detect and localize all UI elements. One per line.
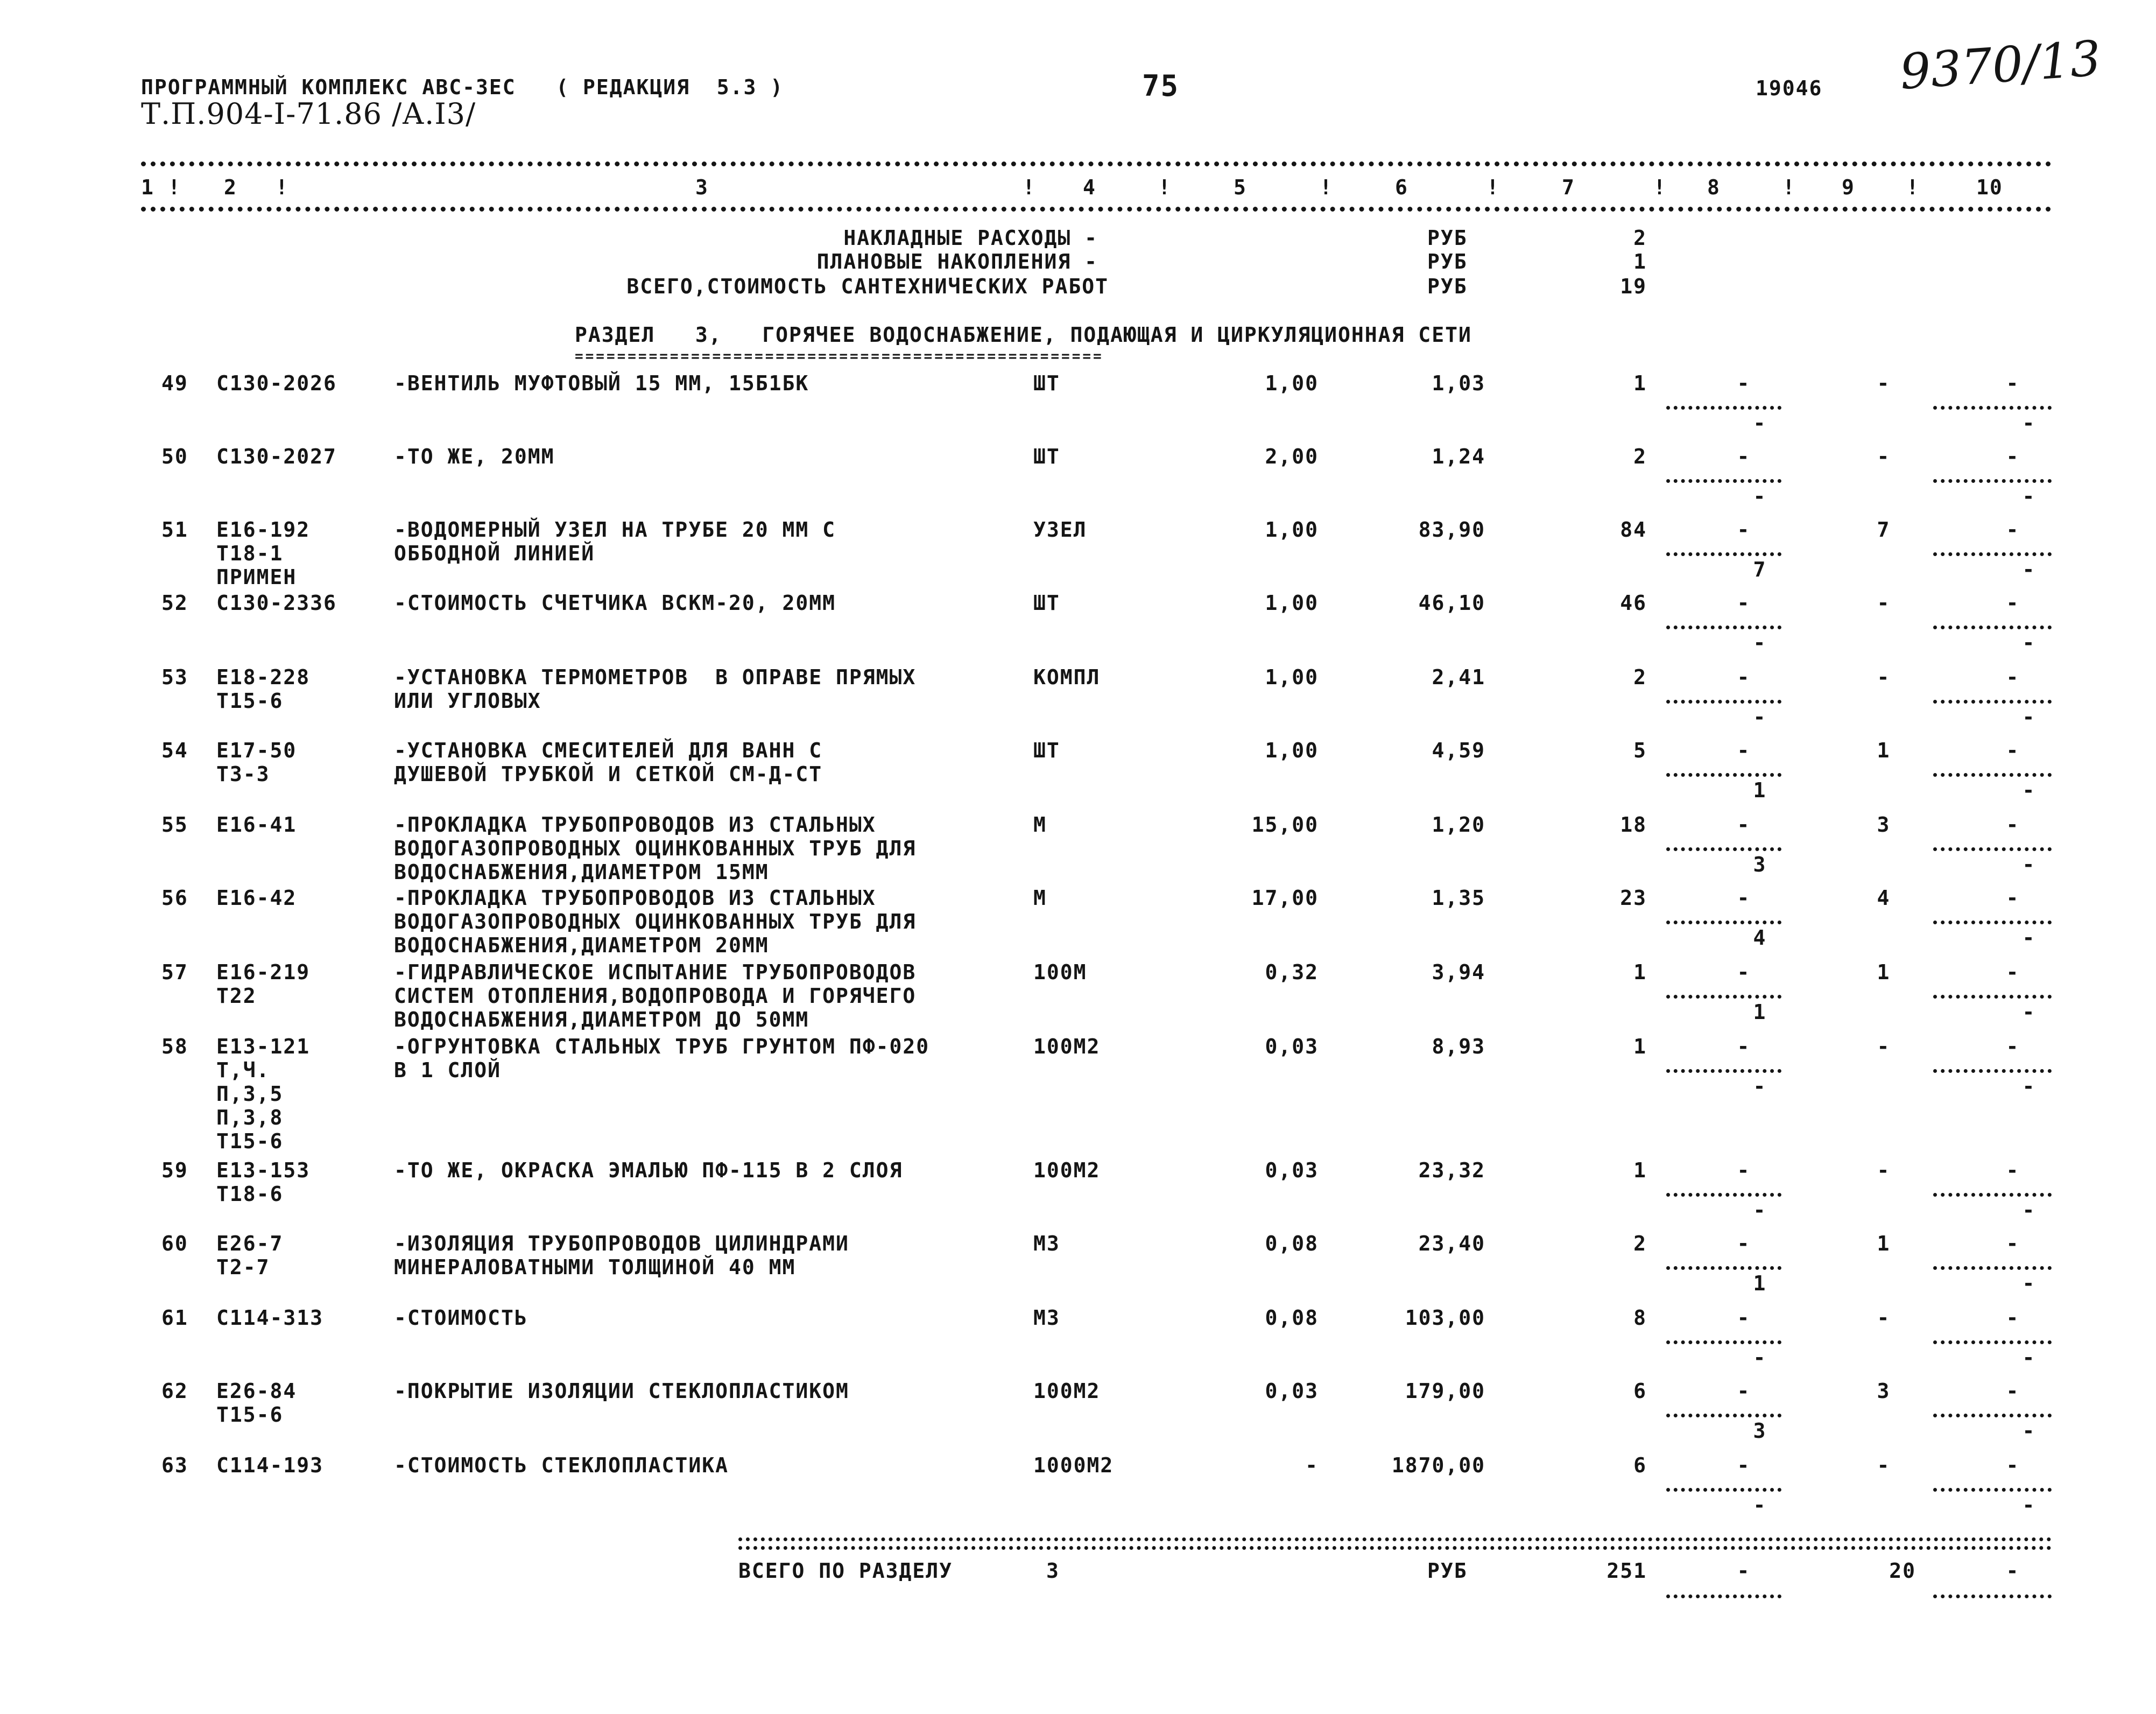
row-col10-rule	[1933, 1266, 2052, 1270]
row-code: Е18-228	[216, 665, 311, 689]
summary-value: 1	[1633, 250, 1647, 273]
section-title: РАЗДЕЛ 3, ГОРЯЧЕЕ ВОДОСНАБЖЕНИЕ, ПОДАЮЩАЯ И ЦИРКУЛЯЦИОННАЯ СЕТИ	[575, 323, 1472, 347]
row-col10-rule	[1933, 847, 2052, 851]
row-unit: М3	[1033, 1232, 1060, 1255]
row-col10-sub: -	[2022, 631, 2036, 655]
row-col8-rule	[1666, 700, 1781, 704]
row-price: 23,40	[1418, 1232, 1485, 1255]
row-col9: 4	[1877, 886, 1891, 910]
row-col10: -	[2006, 445, 2020, 468]
row-description: -СТОИМОСТЬ СТЕКЛОПЛАСТИКА	[394, 1453, 729, 1477]
row-col10: -	[2006, 1158, 2020, 1182]
row-quantity: 1,00	[1265, 665, 1319, 689]
row-col8-sub: -	[1753, 1074, 1767, 1098]
row-col8-rule	[1666, 847, 1781, 851]
row-total: 6	[1633, 1379, 1647, 1403]
row-col10-sub: -	[2022, 1346, 2036, 1369]
row-col9: -	[1877, 1158, 1891, 1182]
row-col8-sub: -	[1753, 1346, 1767, 1369]
row-description: -СТОИМОСТЬ	[394, 1306, 528, 1330]
col-sep: !	[1158, 175, 1172, 199]
row-description: ВОДОСНАБЖЕНИЯ,ДИАМЕТРОМ 15ММ	[394, 860, 769, 884]
row-price: 2,41	[1432, 665, 1485, 689]
row-col10-rule	[1933, 773, 2052, 777]
row-col9: 1	[1877, 960, 1891, 984]
row-code: Т22	[216, 984, 257, 1008]
section-total-unit: РУБ	[1427, 1559, 1468, 1583]
row-code: Е17-50	[216, 739, 297, 762]
row-col8: -	[1737, 1035, 1751, 1058]
row-unit: М3	[1033, 1306, 1060, 1330]
row-quantity: 1,00	[1265, 371, 1319, 395]
row-description: ВОДОГАЗОПРОВОДНЫХ ОЦИНКОВАННЫХ ТРУБ ДЛЯ	[394, 910, 917, 933]
row-col10-rule	[1933, 1488, 2052, 1492]
row-col10-sub: -	[2022, 558, 2036, 581]
row-col10: -	[2006, 960, 2020, 984]
job-number: 19046	[1756, 76, 1823, 100]
col-sep: !	[276, 175, 289, 199]
row-col8-sub: 1	[1753, 1000, 1767, 1024]
row-description: ИЛИ УГЛОВЫХ	[394, 689, 541, 713]
col-sep: !	[1320, 175, 1333, 199]
row-total: 23	[1620, 886, 1647, 910]
row-number: 55	[161, 813, 188, 837]
document-code: Т.П.904-I-71.86 /А.I3/	[141, 97, 476, 131]
row-quantity: 1,00	[1265, 518, 1319, 542]
page-number: 75	[1142, 69, 1180, 103]
footer-top-rule-2	[738, 1546, 2052, 1550]
row-quantity: 0,03	[1265, 1158, 1319, 1182]
row-price: 179,00	[1405, 1379, 1485, 1403]
row-unit: 100М2	[1033, 1035, 1101, 1058]
row-description: -ПОКРЫТИЕ ИЗОЛЯЦИИ СТЕКЛОПЛАСТИКОМ	[394, 1379, 849, 1403]
col-sep: !	[1653, 175, 1667, 199]
col-header-9: 9	[1842, 175, 1855, 199]
row-col8: -	[1737, 591, 1751, 615]
row-code: С114-313	[216, 1306, 324, 1330]
row-quantity: 0,08	[1265, 1232, 1319, 1255]
row-description: ОББОДНОЙ ЛИНИЕЙ	[394, 542, 595, 565]
section-total-col10: -	[2006, 1559, 2020, 1583]
row-description: -СТОИМОСТЬ СЧЕТЧИКА ВСКМ-20, 20ММ	[394, 591, 836, 615]
row-col10-rule	[1933, 1193, 2052, 1197]
row-col8: -	[1737, 813, 1751, 837]
row-col8: -	[1737, 960, 1751, 984]
row-total: 5	[1633, 739, 1647, 762]
col-header-10: 10	[1976, 175, 2003, 199]
row-code: С130-2336	[216, 591, 337, 615]
row-col9: -	[1877, 665, 1891, 689]
row-unit: М	[1033, 886, 1047, 910]
row-col10-sub: -	[2022, 484, 2036, 508]
row-col8: -	[1737, 1306, 1751, 1330]
row-code: Т15-6	[216, 689, 284, 713]
row-col10: -	[2006, 886, 2020, 910]
row-col8-sub: -	[1753, 1198, 1767, 1222]
row-description: СИСТЕМ ОТОПЛЕНИЯ,ВОДОПРОВОДА И ГОРЯЧЕГО	[394, 984, 917, 1008]
row-code: Е16-192	[216, 518, 311, 542]
row-total: 6	[1633, 1453, 1647, 1477]
row-number: 50	[161, 445, 188, 468]
row-number: 53	[161, 665, 188, 689]
row-number: 59	[161, 1158, 188, 1182]
row-description: -ВЕНТИЛЬ МУФТОВЫЙ 15 ММ, 15Б1БК	[394, 371, 809, 395]
row-col10-sub: -	[2022, 1272, 2036, 1295]
row-unit: ШТ	[1033, 591, 1060, 615]
row-code: Т15-6	[216, 1129, 284, 1153]
row-description: -ОГРУНТОВКА СТАЛЬНЫХ ТРУБ ГРУНТОМ ПФ-020	[394, 1035, 930, 1058]
table-header-rule	[141, 207, 2052, 212]
row-code: Е16-42	[216, 886, 297, 910]
row-col8: -	[1737, 739, 1751, 762]
col-header-8: 8	[1707, 175, 1721, 199]
row-total: 8	[1633, 1306, 1647, 1330]
row-number: 61	[161, 1306, 188, 1330]
row-code: ПРИМЕН	[216, 565, 297, 589]
row-col8-sub: -	[1753, 411, 1767, 435]
section-total-label: ВСЕГО ПО РАЗДЕЛУ	[738, 1559, 953, 1583]
row-col8-rule	[1666, 1193, 1781, 1197]
footer-top-rule	[738, 1537, 2052, 1541]
col-header-7: 7	[1562, 175, 1575, 199]
row-code: П,3,8	[216, 1106, 284, 1129]
row-col8-rule	[1666, 921, 1781, 924]
row-unit: ШТ	[1033, 739, 1060, 762]
row-code: Т18-6	[216, 1182, 284, 1206]
section-total-value: 251	[1607, 1559, 1647, 1583]
row-number: 60	[161, 1232, 188, 1255]
row-col10: -	[2006, 813, 2020, 837]
row-col8: -	[1737, 1379, 1751, 1403]
row-price: 46,10	[1418, 591, 1485, 615]
row-number: 57	[161, 960, 188, 984]
row-col9: -	[1877, 1306, 1891, 1330]
row-col8: -	[1737, 1232, 1751, 1255]
row-col10-rule	[1933, 479, 2052, 483]
row-col9: -	[1877, 1453, 1891, 1477]
row-quantity: 0,08	[1265, 1306, 1319, 1330]
row-unit: 100М2	[1033, 1379, 1101, 1403]
row-description: -УСТАНОВКА СМЕСИТЕЛЕЙ ДЛЯ ВАНН С	[394, 739, 823, 762]
row-col10-rule	[1933, 921, 2052, 924]
row-col10: -	[2006, 591, 2020, 615]
summary-label: ВСЕГО,СТОИМОСТЬ САНТЕХНИЧЕСКИХ РАБОТ	[626, 275, 1109, 298]
row-code: Е26-7	[216, 1232, 284, 1255]
row-col9: 3	[1877, 1379, 1891, 1403]
summary-unit: РУБ	[1427, 250, 1468, 273]
row-price: 1,03	[1432, 371, 1485, 395]
row-code: П,3,5	[216, 1082, 284, 1106]
row-col9: -	[1877, 591, 1891, 615]
row-price: 8,93	[1432, 1035, 1485, 1058]
row-total: 84	[1620, 518, 1647, 542]
row-code: Е26-84	[216, 1379, 297, 1403]
row-unit: ШТ	[1033, 445, 1060, 468]
row-total: 2	[1633, 445, 1647, 468]
row-col8-sub: 3	[1753, 1419, 1767, 1443]
col-sep: !	[1906, 175, 1920, 199]
row-col8: -	[1737, 665, 1751, 689]
row-col8-rule	[1666, 1340, 1781, 1344]
row-description: -ПРОКЛАДКА ТРУБОПРОВОДОВ ИЗ СТАЛЬНЫХ	[394, 886, 876, 910]
row-code: С130-2026	[216, 371, 337, 395]
row-col10-sub: -	[2022, 1074, 2036, 1098]
row-col8-rule	[1666, 995, 1781, 999]
row-col10: -	[2006, 1306, 2020, 1330]
row-quantity: 15,00	[1251, 813, 1319, 837]
col-header-4: 4	[1083, 175, 1096, 199]
row-total: 1	[1633, 1158, 1647, 1182]
row-price: 103,00	[1405, 1306, 1485, 1330]
row-description: МИНЕРАЛОВАТНЫМИ ТОЛЩИНОЙ 40 ММ	[394, 1255, 796, 1279]
row-unit: УЗЕЛ	[1033, 518, 1087, 542]
row-col8-sub: -	[1753, 484, 1767, 508]
row-code: Е13-153	[216, 1158, 311, 1182]
summary-unit: РУБ	[1427, 226, 1468, 250]
section-total-col8: -	[1737, 1559, 1751, 1583]
section-total-col9: 20	[1889, 1559, 1916, 1583]
row-col8-rule	[1666, 773, 1781, 777]
row-total: 2	[1633, 1232, 1647, 1255]
row-col9: 1	[1877, 1232, 1891, 1255]
row-description: ВОДОГАЗОПРОВОДНЫХ ОЦИНКОВАННЫХ ТРУБ ДЛЯ	[394, 837, 917, 860]
row-col10-rule	[1933, 1340, 2052, 1344]
row-quantity: 2,00	[1265, 445, 1319, 468]
row-price: 23,32	[1418, 1158, 1485, 1182]
row-total: 1	[1633, 371, 1647, 395]
row-unit: М	[1033, 813, 1047, 837]
row-description: ВОДОСНАБЖЕНИЯ,ДИАМЕТРОМ ДО 50ММ	[394, 1008, 809, 1031]
row-number: 56	[161, 886, 188, 910]
row-number: 62	[161, 1379, 188, 1403]
row-col10-sub: -	[2022, 1493, 2036, 1517]
row-col8-sub: 4	[1753, 926, 1767, 950]
row-price: 1,20	[1432, 813, 1485, 837]
row-code: Т18-1	[216, 542, 284, 565]
row-col9: -	[1877, 445, 1891, 468]
row-price: 4,59	[1432, 739, 1485, 762]
row-col8-rule	[1666, 479, 1781, 483]
row-description: ВОДОСНАБЖЕНИЯ,ДИАМЕТРОМ 20ММ	[394, 933, 769, 957]
row-col8-sub: 1	[1753, 778, 1767, 802]
row-col10: -	[2006, 739, 2020, 762]
row-unit: 100М	[1033, 960, 1087, 984]
handwritten-number: 9370/13	[1898, 30, 2103, 101]
row-col9: 7	[1877, 518, 1891, 542]
row-code: Т2-7	[216, 1255, 270, 1279]
row-col8-sub: -	[1753, 1493, 1767, 1517]
row-code: Е16-219	[216, 960, 311, 984]
row-unit: 1000М2	[1033, 1453, 1114, 1477]
program-title: ПРОГРАММНЫЙ КОМПЛЕКС АВС-ЗЕС ( РЕДАКЦИЯ 5.3 )	[141, 75, 784, 99]
row-total: 1	[1633, 960, 1647, 984]
row-quantity: 0,03	[1265, 1035, 1319, 1058]
row-col10-sub: -	[2022, 1419, 2036, 1443]
row-col8-rule	[1666, 1069, 1781, 1073]
row-col8: -	[1737, 1453, 1751, 1477]
row-col9: 1	[1877, 739, 1891, 762]
row-price: 1,24	[1432, 445, 1485, 468]
row-description: ДУШЕВОЙ ТРУБКОЙ И СЕТКОЙ СМ-Д-СТ	[394, 762, 823, 786]
row-code: Т15-6	[216, 1403, 284, 1427]
row-price: 1,35	[1432, 886, 1485, 910]
row-unit: 100М2	[1033, 1158, 1101, 1182]
row-code: С130-2027	[216, 445, 337, 468]
row-col8-sub: -	[1753, 631, 1767, 655]
row-col10-sub: -	[2022, 853, 2036, 876]
col-header-1: 1	[141, 175, 154, 199]
row-col9: 3	[1877, 813, 1891, 837]
row-col10: -	[2006, 1453, 2020, 1477]
row-col10-rule	[1933, 995, 2052, 999]
row-price: 83,90	[1418, 518, 1485, 542]
row-total: 1	[1633, 1035, 1647, 1058]
row-col8-rule	[1666, 552, 1781, 556]
row-col10: -	[2006, 1232, 2020, 1255]
row-description: -ИЗОЛЯЦИЯ ТРУБОПРОВОДОВ ЦИЛИНДРАМИ	[394, 1232, 849, 1255]
row-quantity: -	[1305, 1453, 1319, 1477]
row-code: С114-193	[216, 1453, 324, 1477]
footer-col8-rule	[1666, 1594, 1781, 1598]
row-col10: -	[2006, 665, 2020, 689]
row-col10-sub: -	[2022, 1198, 2036, 1222]
summary-label: ПЛАНОВЫЕ НАКОПЛЕНИЯ -	[816, 250, 1098, 273]
row-col8-sub: 3	[1753, 853, 1767, 876]
col-header-2: 2	[224, 175, 237, 199]
row-col8: -	[1737, 886, 1751, 910]
row-number: 63	[161, 1453, 188, 1477]
footer-col10-rule	[1933, 1594, 2052, 1598]
summary-value: 2	[1633, 226, 1647, 250]
row-code: Е13-121	[216, 1035, 311, 1058]
row-quantity: 1,00	[1265, 591, 1319, 615]
row-col10-rule	[1933, 552, 2052, 556]
row-code: Е16-41	[216, 813, 297, 837]
summary-label: НАКЛАДНЫЕ РАСХОДЫ -	[843, 226, 1098, 250]
row-price: 1870,00	[1391, 1453, 1485, 1477]
table-top-rule	[141, 161, 2052, 166]
row-col8: -	[1737, 518, 1751, 542]
section-total-number: 3	[1046, 1559, 1060, 1583]
summary-value: 19	[1620, 275, 1647, 298]
row-unit: ШТ	[1033, 371, 1060, 395]
row-col8-sub: 1	[1753, 1272, 1767, 1295]
row-number: 49	[161, 371, 188, 395]
col-header-3: 3	[695, 175, 709, 199]
col-sep: !	[1486, 175, 1500, 199]
row-number: 58	[161, 1035, 188, 1058]
row-total: 18	[1620, 813, 1647, 837]
row-quantity: 0,03	[1265, 1379, 1319, 1403]
row-col10-rule	[1933, 626, 2052, 629]
col-sep: !	[1023, 175, 1036, 199]
row-code: Т,Ч.	[216, 1058, 270, 1082]
row-col8-sub: -	[1753, 705, 1767, 729]
row-quantity: 17,00	[1251, 886, 1319, 910]
row-unit: КОМПЛ	[1033, 665, 1101, 689]
col-header-6: 6	[1395, 175, 1408, 199]
row-col10-sub: -	[2022, 778, 2036, 802]
row-col8-rule	[1666, 1266, 1781, 1270]
row-col10-rule	[1933, 1414, 2052, 1417]
row-quantity: 0,32	[1265, 960, 1319, 984]
row-col10-sub: -	[2022, 1000, 2036, 1024]
row-description: -УСТАНОВКА ТЕРМОМЕТРОВ В ОПРАВЕ ПРЯМЫХ	[394, 665, 917, 689]
row-col10-sub: -	[2022, 705, 2036, 729]
row-col10-rule	[1933, 406, 2052, 410]
col-sep: !	[1782, 175, 1796, 199]
row-number: 51	[161, 518, 188, 542]
row-col9: -	[1877, 1035, 1891, 1058]
row-col10-sub: -	[2022, 926, 2036, 950]
row-col8: -	[1737, 371, 1751, 395]
row-col8-rule	[1666, 1414, 1781, 1417]
row-description: -ГИДРАВЛИЧЕСКОЕ ИСПЫТАНИЕ ТРУБОПРОВОДОВ	[394, 960, 917, 984]
row-col10-rule	[1933, 1069, 2052, 1073]
row-col10: -	[2006, 1035, 2020, 1058]
row-code: Т3-3	[216, 762, 270, 786]
row-description: -ТО ЖЕ, 20ММ	[394, 445, 555, 468]
row-col10: -	[2006, 371, 2020, 395]
row-col8-rule	[1666, 626, 1781, 629]
row-col10-rule	[1933, 700, 2052, 704]
row-col9: -	[1877, 371, 1891, 395]
row-total: 2	[1633, 665, 1647, 689]
row-price: 3,94	[1432, 960, 1485, 984]
col-sep: !	[168, 175, 181, 199]
row-quantity: 1,00	[1265, 739, 1319, 762]
row-number: 54	[161, 739, 188, 762]
row-description: -ТО ЖЕ, ОКРАСКА ЭМАЛЬЮ ПФ-115 В 2 СЛОЯ	[394, 1158, 903, 1182]
row-col8-rule	[1666, 406, 1781, 410]
row-description: -ВОДОМЕРНЫЙ УЗЕЛ НА ТРУБЕ 20 ММ С	[394, 518, 836, 542]
row-col8-rule	[1666, 1488, 1781, 1492]
col-header-5: 5	[1234, 175, 1247, 199]
row-total: 46	[1620, 591, 1647, 615]
row-description: В 1 СЛОЙ	[394, 1058, 502, 1082]
row-col10-sub: -	[2022, 411, 2036, 435]
row-col10: -	[2006, 518, 2020, 542]
summary-unit: РУБ	[1427, 275, 1468, 298]
row-col10: -	[2006, 1379, 2020, 1403]
section-underline: ==================================================	[575, 348, 1104, 364]
row-number: 52	[161, 591, 188, 615]
row-description: -ПРОКЛАДКА ТРУБОПРОВОДОВ ИЗ СТАЛЬНЫХ	[394, 813, 876, 837]
row-col8-sub: 7	[1753, 558, 1767, 581]
row-col8: -	[1737, 1158, 1751, 1182]
row-col8: -	[1737, 445, 1751, 468]
